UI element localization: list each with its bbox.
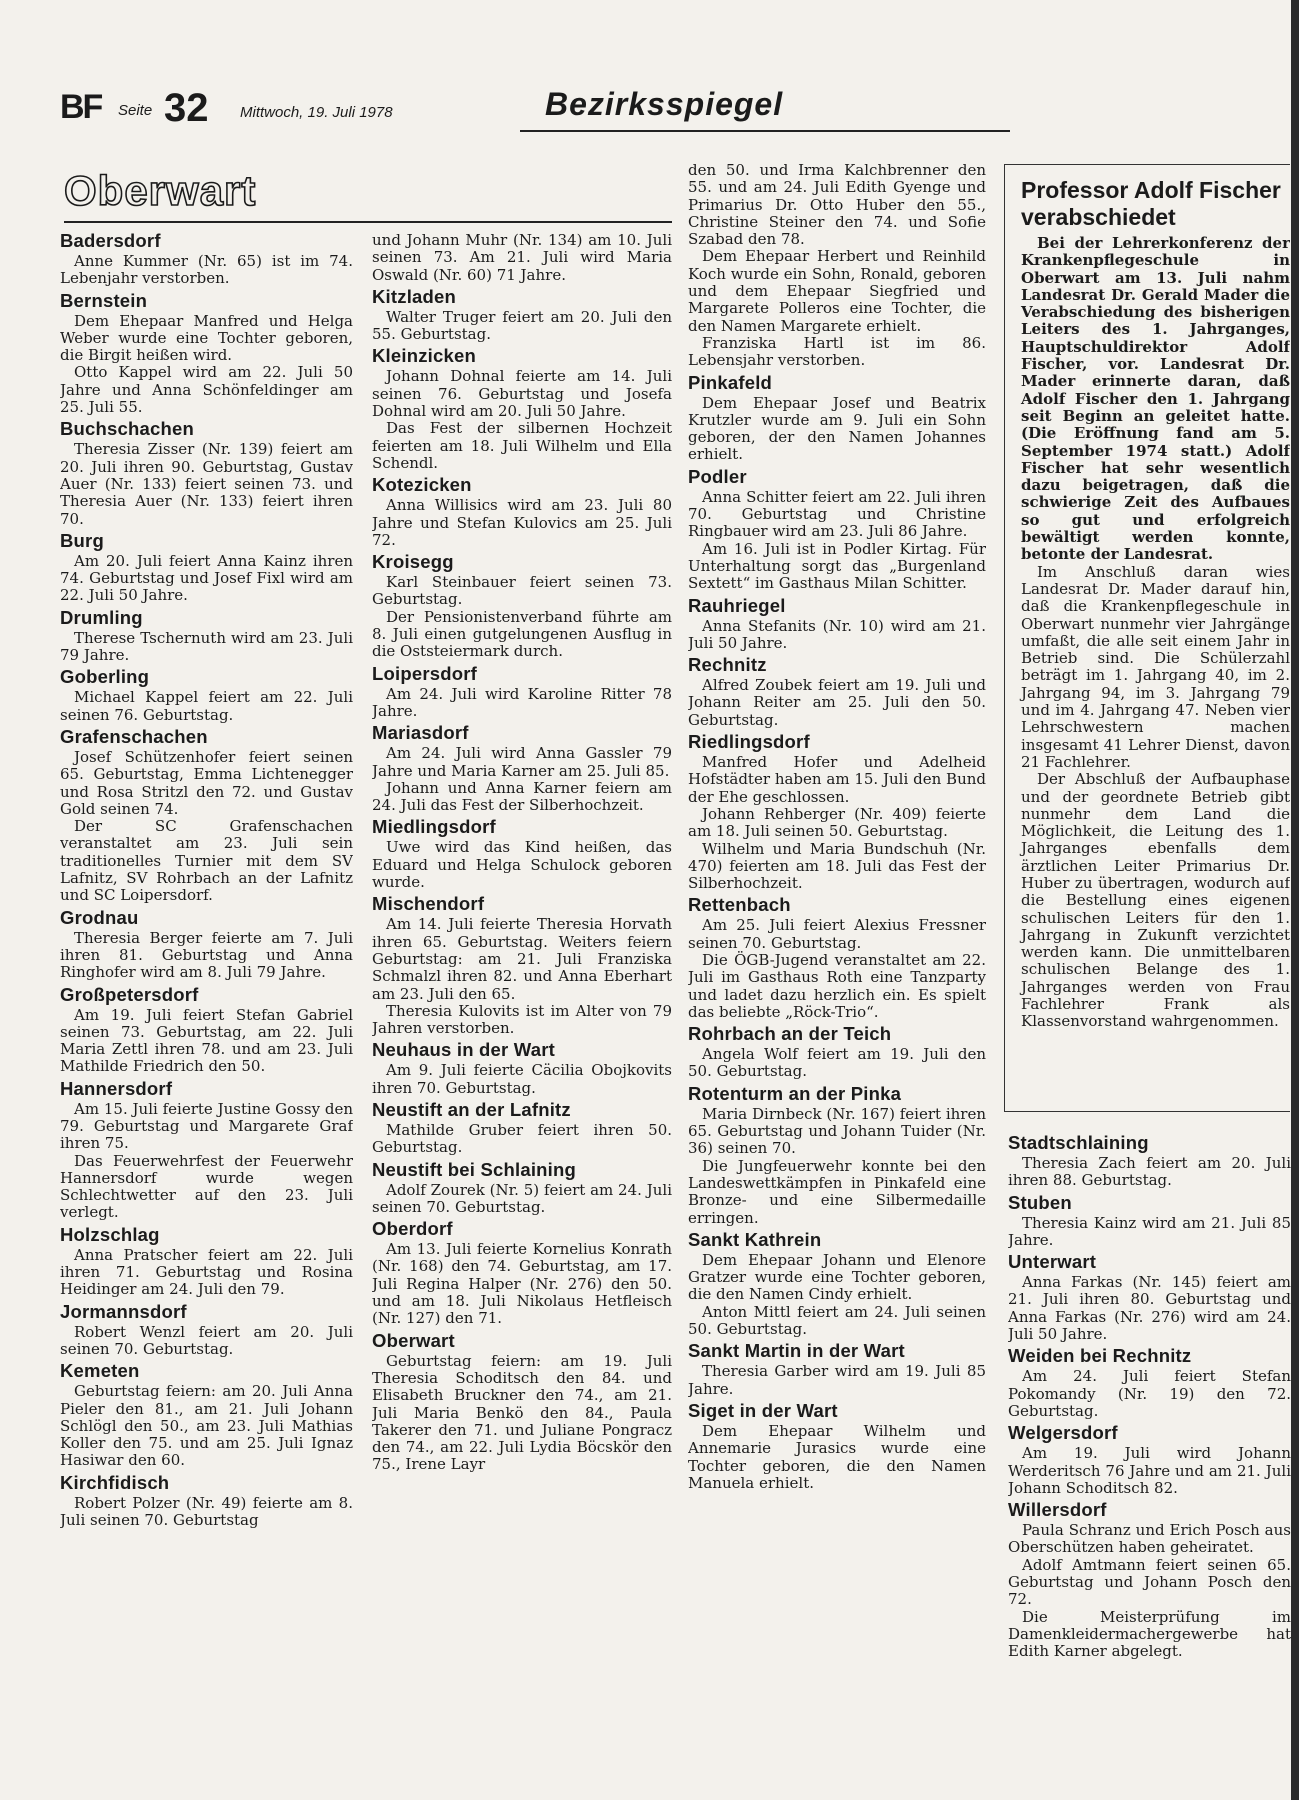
place-heading: Mischendorf <box>372 893 485 915</box>
news-paragraph: Therese Tschernuth wird am 23. Juli 79 Jahre. <box>60 628 353 665</box>
page-label: Seite <box>118 102 153 119</box>
news-paragraph: Johann Rehberger (Nr. 409) feierte am 18. Juli seinen 50. Geburtstag. <box>688 804 986 841</box>
news-paragraph: Otto Kappel wird am 22. Juli 50 Jahre und Anna Schönfeldinger am 25. Juli 55. <box>60 363 353 417</box>
news-paragraph: Am 14. Juli feierte Theresia Horvath ihren 65. Geburtstag. Weiters feiern Geburtstag: am 21. Juli Franziska Schmalzl ihren 82. und Anna Eberhart am 23. Juli den 65. <box>372 915 672 1003</box>
news-paragraph: Am 25. Juli feiert Alexius Fressner seinen 70. Geburtstag. <box>688 916 986 952</box>
news-paragraph: Der SC Grafenschachen veranstaltet am 23. Juli sein traditionelles Turnier mit dem SV Lafnitz, SV Rohrbach an der Lafnitz und SC Loipersdorf. <box>60 817 353 905</box>
place-heading: Kleinzicken <box>372 345 476 367</box>
news-paragraph: Adolf Amtmann feiert seinen 65. Geburtstag und Johann Posch den 72. <box>1008 1555 1291 1609</box>
news-paragraph: Theresia Kainz wird am 21. Juli 85 Jahre. <box>1008 1213 1291 1249</box>
place-heading: Kirchfidisch <box>60 1471 170 1493</box>
place-heading: Goberling <box>60 666 150 688</box>
place-heading: Loipersdorf <box>372 662 477 684</box>
news-paragraph: Dem Ehepaar Wilhelm und Annemarie Jurasics wurde eine Tochter geboren, die den Namen Manuela erhielt. <box>688 1421 986 1492</box>
news-paragraph: Am 19. Juli wird Johann Werderitsch 76 Jahre und am 21. Juli Johann Schoditsch 82. <box>1008 1444 1291 1497</box>
place-heading: Bernstein <box>60 289 148 311</box>
place-heading: Drumling <box>60 606 143 628</box>
place-heading: Burg <box>60 529 104 551</box>
news-paragraph: Alfred Zoubek feiert am 19. Juli und Johann Reiter am 25. Juli den 50. Geburtstag. <box>688 676 986 729</box>
place-heading: Oberwart <box>372 1329 455 1351</box>
feature-paragraph: Der Abschluß der Aufbauphase und der geordnete Betrieb gibt nunmehr dem Land die Möglichkeit, die Leitung des 1. Jahrganges ebenfalls dem ärztlichen Leiter Primarius Dr. Huber zu übertragen, wodurch auf die Bestellung eines eigenen schulischen Leiters für den 1. Jahrgang in Zukunft verzichtet werden kann. Die unmittelbaren schulischen Belange des 1. Jahrganges werden von Frau Fachlehrer Frank als Klassenvorstand wahrgenommen. <box>1021 770 1290 1031</box>
place-heading: Sankt Kathrein <box>688 1228 822 1250</box>
news-paragraph: Geburtstag feiern: am 19. Juli Theresia Schoditsch den 84. und Elisabeth Bruckner den 74., am 21. Juli Maria Benkö den 84., Paula Takerer den 71. und Juliane Pongracz den 74., am 22. Juli Lydia Böcskör den 75., Irene Layr <box>372 1351 672 1474</box>
news-paragraph: Theresia Berger feierte am 7. Juli ihren 81. Geburtstag und Anna Ringhofer wird am 8. Juli 79 Jahre. <box>60 928 353 982</box>
place-heading: Kitzladen <box>372 285 457 307</box>
feature-lead: Bei der Lehrerkonferenz der Krankenpflegeschule in Oberwart am 13. Juli nahm Landesrat Dr. Gerald Mader die Verabschiedung des bisherigen Leiters des 1. Jahrganges, Hauptschuldirektor Adolf Fischer, vor. Landesrat Dr. Mader erinnerte daran, daß Adolf Fischer den 1. Jahrgang seit Beginn an geleitet hatte. (Die Eröffnung fand am 5. September 1974 statt.) Adolf Fischer hat sehr wesentlich dazu beigetragen, daß die schwierige Zeit des Aufbaues so gut und erfolgreich bewältigt werden konnte, betonte der Landesrat. <box>1021 234 1290 564</box>
place-heading: Welgersdorf <box>1008 1422 1118 1444</box>
news-paragraph: Am 16. Juli ist in Podler Kirtag. Für Unterhaltung sorgt das „Burgenland Sextett“ im Gasthaus Milan Schitter. <box>688 539 986 593</box>
news-paragraph: Anton Mittl feiert am 24. Juli seinen 50. Geburtstag. <box>688 1302 986 1339</box>
news-paragraph: Johann Dohnal feierte am 14. Juli seinen 76. Geburtstag und Josefa Dohnal wird am 20. Juli 50 Jahre. <box>372 367 672 421</box>
place-heading: Stadtschlaining <box>1008 1132 1149 1153</box>
news-paragraph: Robert Polzer (Nr. 49) feierte am 8. Juli seinen 70. Geburtstag <box>60 1493 353 1530</box>
place-heading: Weiden bei Rechnitz <box>1008 1345 1192 1367</box>
place-heading: Pinkafeld <box>688 371 773 393</box>
paper-code: BF <box>60 88 102 126</box>
place-heading: Grodnau <box>60 906 139 928</box>
news-paragraph: Mathilde Gruber feiert ihren 50. Geburtstag. <box>372 1120 672 1157</box>
news-paragraph: Theresia Kulovits ist im Alter von 79 Jahren verstorben. <box>372 1001 672 1038</box>
news-paragraph: Dem Ehepaar Herbert und Reinhild Koch wurde ein Sohn, Ronald, geboren und dem Ehepaar Siegfried und Margarete Polleros eine Tochter, die den Namen Margarete erhielt. <box>688 247 986 335</box>
place-heading: Badersdorf <box>60 230 161 251</box>
place-heading: Rettenbach <box>688 894 791 916</box>
place-heading: Rohrbach an der Teich <box>688 1023 892 1045</box>
place-heading: Hannersdorf <box>60 1077 173 1099</box>
place-heading: Neustift bei Schlaining <box>372 1158 577 1180</box>
page-number: 32 <box>164 86 209 130</box>
place-heading: Sankt Martin in der Wart <box>688 1340 905 1362</box>
place-heading: Siget in der Wart <box>688 1399 838 1421</box>
place-heading: Rotenturm an der Pinka <box>688 1082 902 1104</box>
news-paragraph: und Johann Muhr (Nr. 134) am 10. Juli seinen 73. Am 21. Juli wird Maria Oswald (Nr. 60) 71 Jahre. <box>372 232 672 284</box>
news-paragraph: Theresia Zisser (Nr. 139) feiert am 20. Juli ihren 90. Geburtstag, Gustav Auer (Nr. 133) feiert seinen 73. und Theresia Auer (Nr. 133) feiert ihren 70. <box>60 440 353 528</box>
news-paragraph: Am 24. Juli wird Anna Gassler 79 Jahre und Maria Karner am 25. Juli 85. <box>372 744 672 780</box>
place-heading: Oberdorf <box>372 1218 453 1240</box>
issue-date: Mittwoch, 19. Juli 1978 <box>240 104 393 121</box>
page-header <box>60 88 840 130</box>
news-paragraph: Josef Schützenhofer feiert seinen 65. Geburtstag, Emma Lichtenegger und Rosa Stritzl den 72. und Gustav Gold seinen 74. <box>60 747 353 818</box>
place-heading: Mariasdorf <box>372 722 469 744</box>
place-heading: Buchschachen <box>60 418 194 440</box>
place-heading: Grafenschachen <box>60 725 208 747</box>
place-heading: Willersdorf <box>1008 1499 1107 1521</box>
page-edge <box>1291 0 1299 1800</box>
news-paragraph: Paula Schranz und Erich Posch aus Oberschützen haben geheiratet. <box>1008 1521 1291 1557</box>
column-3 <box>688 162 986 1780</box>
news-paragraph: Am 24. Juli wird Karoline Ritter 78 Jahre. <box>372 684 672 720</box>
place-heading: Unterwart <box>1008 1251 1097 1273</box>
news-paragraph: Manfred Hofer und Adelheid Hofstädter haben am 15. Juli den Bund der Ehe geschlossen. <box>688 753 986 806</box>
place-heading: Rauhriegel <box>688 594 786 616</box>
news-paragraph: Der Pensionistenverband führte am 8. Juli einen gutgelungenen Ausflug in die Oststeiermark durch. <box>372 607 672 661</box>
place-heading: Holzschlag <box>60 1223 160 1245</box>
section-title: Bezirksspiegel <box>545 86 784 122</box>
news-paragraph: Das Feuerwehrfest der Feuerwehr Hannersdorf wurde wegen Schlechtwetter auf den 23. Juli verlegt. <box>60 1151 353 1222</box>
news-paragraph: Dem Ehepaar Manfred und Helga Weber wurde eine Tochter geboren, die Birgit heißen wird. <box>60 311 353 365</box>
place-heading: Neustift an der Lafnitz <box>372 1098 571 1120</box>
feature-title: Professor Adolf Fischer verabschiedet <box>1021 177 1281 230</box>
news-paragraph: Anna Willisics wird am 23. Juli 80 Jahre und Stefan Kulovics am 25. Juli 72. <box>372 496 672 549</box>
header-rule <box>520 130 1010 132</box>
title-rule <box>64 221 672 223</box>
place-heading: Jormannsdorf <box>60 1300 187 1322</box>
feature-box <box>1004 164 1290 1112</box>
news-paragraph: Am 20. Juli feiert Anna Kainz ihren 74. Geburtstag und Josef Fixl wird am 22. Juli 50 Jahre. <box>60 551 353 605</box>
column-4 <box>1008 1130 1291 1780</box>
news-paragraph: Maria Dirnbeck (Nr. 167) feiert ihren 65. Geburtstag und Johann Tuider (Nr. 36) seinen 70. <box>688 1104 986 1158</box>
news-paragraph: Theresia Garber wird am 19. Juli 85 Jahre. <box>688 1362 986 1398</box>
news-paragraph: Uwe wird das Kind heißen, das Eduard und Helga Schulock geboren wurde. <box>372 838 672 892</box>
news-paragraph: Anna Schitter feiert am 22. Juli ihren 70. Geburtstag und Christine Ringbauer wird am 23. Juli 86 Jahre. <box>688 487 986 541</box>
news-paragraph: Am 15. Juli feierte Justine Gossy den 79. Geburtstag und Margarete Graf ihren 75. <box>60 1099 353 1153</box>
column-2 <box>372 232 672 1780</box>
news-paragraph: Die ÖGB-Jugend veranstaltet am 22. Juli im Gasthaus Roth eine Tanzparty und ladet dazu herzlich ein. Es spielt das beliebte „Röck-Trio“. <box>688 950 986 1021</box>
news-paragraph: Am 19. Juli feiert Stefan Gabriel seinen 73. Geburtstag, am 22. Juli Maria Zettl ihren 78. und am 23. Juli Mathilde Friedrich den 50. <box>60 1005 353 1076</box>
region-title: Oberwart <box>64 167 257 214</box>
place-heading: Rechnitz <box>688 654 767 676</box>
news-paragraph: Adolf Zourek (Nr. 5) feiert am 24. Juli seinen 70. Geburtstag. <box>372 1180 672 1216</box>
place-heading: Stuben <box>1008 1191 1072 1213</box>
news-paragraph: Anne Kummer (Nr. 65) ist im 74. Lebenjahr verstorben. <box>60 252 353 288</box>
column-1 <box>60 228 353 1780</box>
news-paragraph: Angela Wolf feiert am 19. Juli den 50. Geburtstag. <box>688 1045 986 1081</box>
news-paragraph: Am 13. Juli feierte Kornelius Konrath (Nr. 168) den 74. Geburtstag, am 17. Juli Regina Halper (Nr. 276) den 50. und am 18. Juli Nikolaus Hetfleisch (Nr. 127) den 71. <box>372 1240 672 1328</box>
news-paragraph: Robert Wenzl feiert am 20. Juli seinen 70. Geburtstag. <box>60 1322 353 1358</box>
news-paragraph: Karl Steinbauer feiert seinen 73. Geburtstag. <box>372 573 672 609</box>
feature-paragraph: Im Anschluß daran wies Landesrat Dr. Mader darauf hin, daß die Krankenpflegeschule in Oberwart nunmehr vier Jahrgänge umfaßt, die alle seit einem Jahr in Betrieb sind. Die Schülerzahl beträgt im 1. Jahrgang 40, im 2. Jahrgang 94, im 3. Jahrgang 79 und im 4. Jahrgang 47. Neben vier Lehrschwestern machen insgesamt 41 Lehrer Dienst, davon 21 Fachlehrer. <box>1021 562 1290 771</box>
news-paragraph: Die Jungfeuerwehr konnte bei den Landeswettkämpfen in Pinkafeld eine Bronze- und eine Silbermedaille erringen. <box>688 1156 986 1227</box>
news-paragraph: den 50. und Irma Kalchbrenner den 55. und am 24. Juli Edith Gyenge und Primarius Dr. Otto Huber den 55., Christine Steiner den 74. und Sofie Szabad den 78. <box>688 162 986 249</box>
news-paragraph: Geburtstag feiern: am 20. Juli Anna Pieler den 81., am 21. Juli Johann Schlögl den 50., am 23. Juli Mathias Koller den 75. und am 25. Juli Ignaz Hasiwar den 60. <box>60 1382 353 1470</box>
news-paragraph: Wilhelm und Maria Bundschuh (Nr. 470) feierten am 18. Juli das Fest der Silberhochzeit. <box>688 839 986 893</box>
news-paragraph: Michael Kappel feiert am 22. Juli seinen 76. Geburtstag. <box>60 688 353 724</box>
news-paragraph: Dem Ehepaar Josef und Beatrix Krutzler wurde am 9. Juli ein Sohn geboren, der den Namen Johannes erhielt. <box>688 393 986 464</box>
news-paragraph: Theresia Zach feiert am 20. Juli ihren 88. Geburtstag. <box>1008 1154 1291 1190</box>
place-heading: Kroisegg <box>372 551 454 573</box>
news-paragraph: Am 24. Juli feiert Stefan Pokomandy (Nr. 19) den 72. Geburtstag. <box>1008 1367 1291 1420</box>
news-paragraph: Das Fest der silbernen Hochzeit feierten am 18. Juli Wilhelm und Ella Schendl. <box>372 419 672 472</box>
place-heading: Neuhaus in der Wart <box>372 1039 556 1061</box>
place-heading: Riedlingsdorf <box>688 731 810 753</box>
news-paragraph: Anna Pratscher feiert am 22. Juli ihren 71. Geburtstag und Rosina Heidinger am 24. Juli den 79. <box>60 1245 353 1299</box>
place-heading: Kotezicken <box>372 474 472 496</box>
news-paragraph: Johann und Anna Karner feiern am 24. Juli das Fest der Silberhochzeit. <box>372 778 672 815</box>
place-heading: Großpetersdorf <box>60 983 199 1005</box>
news-paragraph: Dem Ehepaar Johann und Elenore Gratzer wurde eine Tochter geboren, die den Namen Cindy erhielt. <box>688 1250 986 1304</box>
news-paragraph: Am 9. Juli feierte Cäcilia Obojkovits ihren 70. Geburtstag. <box>372 1061 672 1097</box>
place-heading: Miedlingsdorf <box>372 816 496 838</box>
news-paragraph: Die Meisterprüfung im Damenkleidermachergewerbe hat Edith Karner abgelegt. <box>1008 1607 1291 1661</box>
news-paragraph: Walter Truger feiert am 20. Juli den 55. Geburtstag. <box>372 307 672 344</box>
place-heading: Podler <box>688 465 747 487</box>
news-paragraph: Franziska Hartl ist im 86. Lebensjahr verstorben. <box>688 333 986 370</box>
news-paragraph: Anna Farkas (Nr. 145) feiert am 21. Juli ihren 80. Geburtstag und Anna Farkas (Nr. 276) wird am 24. Juli 50 Jahre. <box>1008 1273 1291 1344</box>
news-paragraph: Anna Stefanits (Nr. 10) wird am 21. Juli 50 Jahre. <box>688 616 986 652</box>
place-heading: Kemeten <box>60 1360 140 1382</box>
